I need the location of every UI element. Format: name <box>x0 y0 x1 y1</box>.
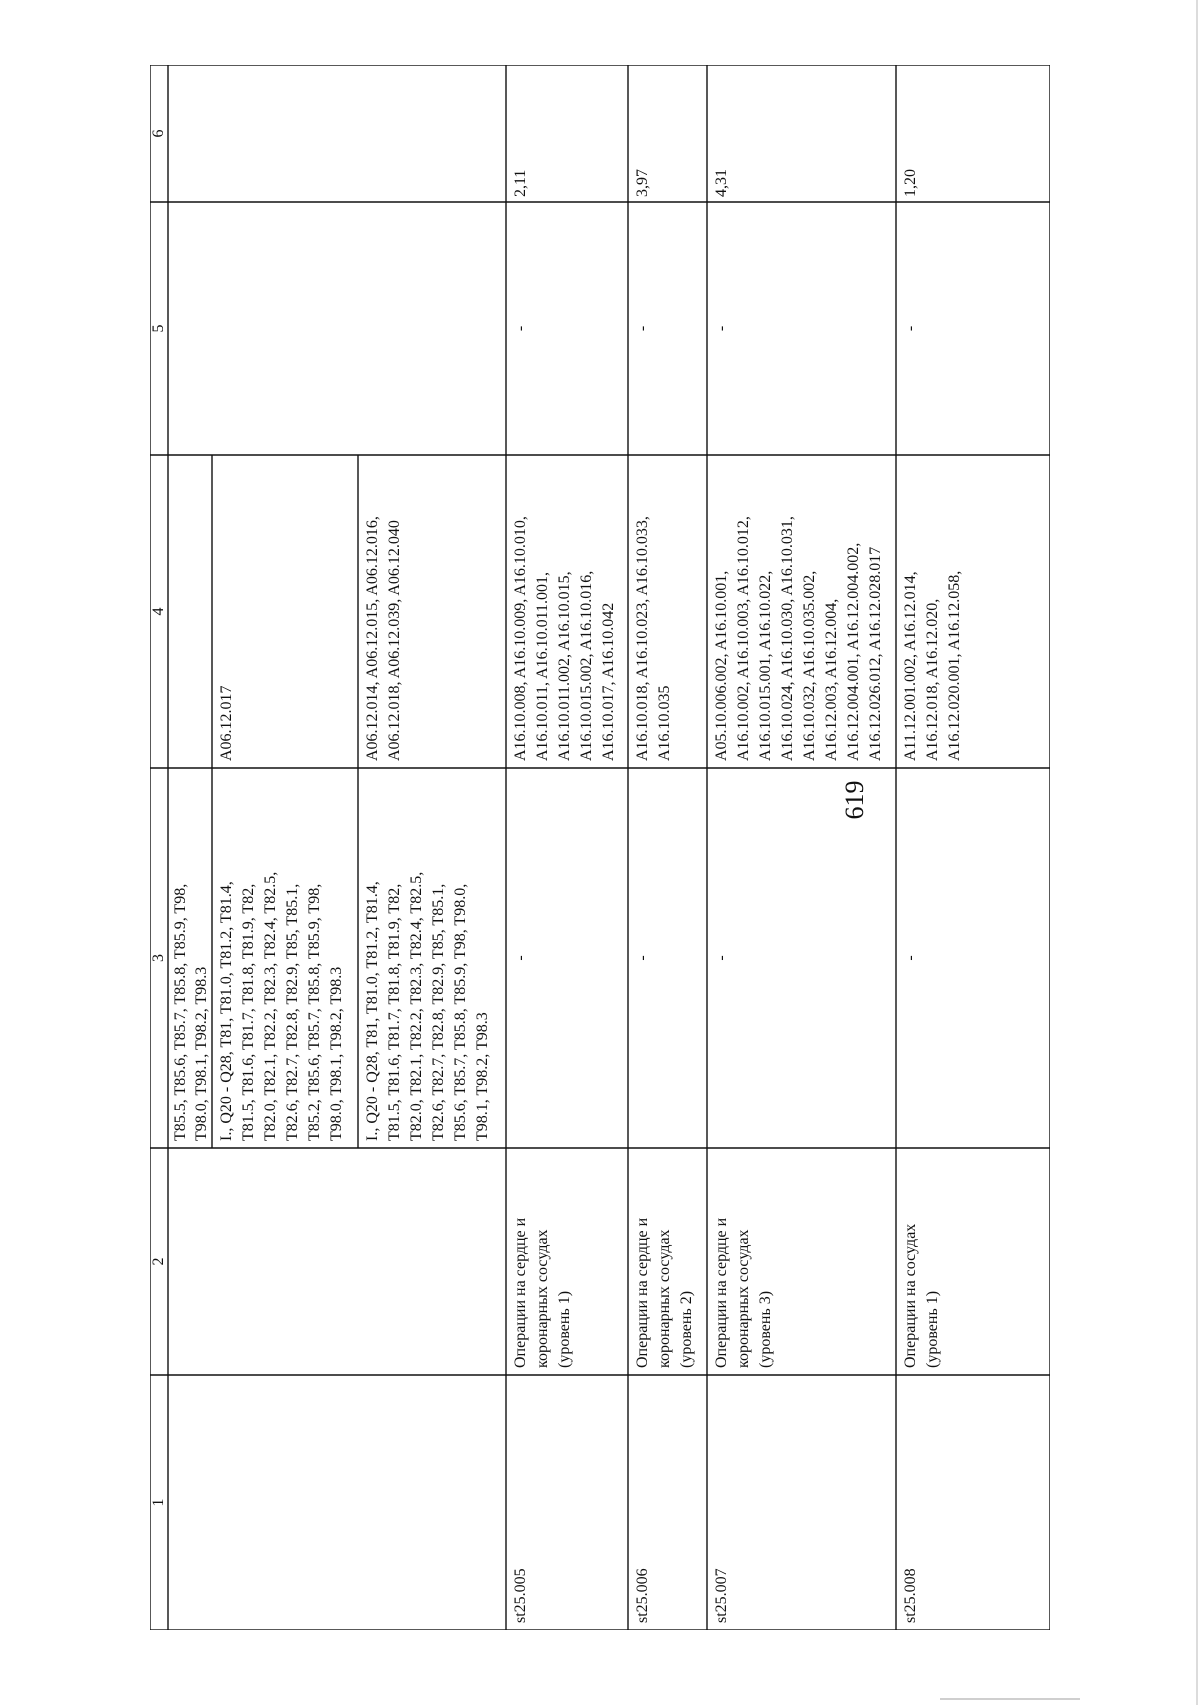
row-code: st25.007 <box>713 1568 730 1623</box>
continuation-sub1-col3: I., Q20 - Q28, T81, T81.0, T81.2, T81.4, T81.5, T81.6, T81.7, T81.8, T81.9, T82, T82.0, T82.1, T82.2, T82.3, T82.4, T82.5, T82.6, T82.7, T82.8, T82.9, T85, T85.1, T85.2, T85.6, T85.7, T85.8, T85.9, T98, T98.0, T98.1, T98.2, T98.3 <box>218 871 345 1141</box>
row-col6: 3,97 <box>634 169 651 197</box>
page-number: 619 <box>840 780 869 820</box>
row-col3: - <box>713 955 730 961</box>
row-col3: - <box>634 955 651 961</box>
scan-edge-mark <box>940 1698 1080 1700</box>
row-code: st25.006 <box>634 1568 651 1623</box>
scan-edge-shadow <box>1196 0 1198 1705</box>
row-col4: A05.10.006.002, A16.10.001, A16.10.002, A16.10.003, A16.10.012, A16.10.015.001, A16.10.022, A16.10.024, A16.10.030, A16.10.031, A16.10.032, A16.10.035.002, A16.12.003, A16.12.004, A16.12.004.001, A16.12.004.002, A16.12.026.012, A16.12.028.017 <box>713 516 884 761</box>
row-col5: - <box>902 325 919 332</box>
header-col-2: 2 <box>150 1257 167 1266</box>
row-name: Операции на сердце и коронарных сосудах (уровень 1) <box>512 1217 573 1368</box>
row-col4: A16.10.008, A16.10.009, A16.10.010, A16.10.011, A16.10.011.001, A16.10.011.002, A16.10.015, A16.10.015.002, A16.10.016, A16.10.017, A16.10.042 <box>512 516 617 761</box>
header-col-3: 3 <box>150 954 167 962</box>
continuation-col3-top: T85.5, T85.6, T85.7, T85.8, T85.9, T98, T98.0, T98.1, T98.2, T98.3 <box>172 883 210 1141</box>
header-col-5: 5 <box>150 324 167 333</box>
row-code: st25.008 <box>902 1568 919 1623</box>
row-col5: - <box>634 325 651 332</box>
row-col5: - <box>713 325 730 332</box>
row-col6: 1,20 <box>902 169 919 197</box>
continuation-sub1-col4: A06.12.017 <box>218 685 235 761</box>
data-table <box>150 65 1050 1630</box>
row-col4: A16.10.018, A16.10.023, A16.10.033, A16.10.035 <box>634 516 673 761</box>
row-col4: A11.12.001.002, A16.12.014, A16.12.018, A16.12.020, A16.12.020.001, A16.12.058, <box>902 570 963 761</box>
continuation-sub2-col4: A06.12.014, A06.12.015, A06.12.016, A06.12.018, A06.12.039, A06.12.040 <box>364 516 403 761</box>
row-code: st25.005 <box>512 1568 529 1623</box>
row-col3: - <box>902 955 919 961</box>
header-col-6: 6 <box>150 129 167 138</box>
row-name: Операции на сердце и коронарных сосудах (уровень 2) <box>634 1217 695 1368</box>
row-name: Операции на сосудах (уровень 1) <box>902 1223 941 1368</box>
row-col5: - <box>512 325 529 332</box>
row-col3: - <box>512 955 529 961</box>
header-col-4: 4 <box>150 607 167 616</box>
row-name: Операции на сердце и коронарных сосудах (уровень 3) <box>713 1217 774 1368</box>
header-col-1: 1 <box>150 1498 167 1507</box>
row-col6: 2,11 <box>512 169 529 197</box>
row-col6: 4,31 <box>713 169 730 197</box>
continuation-sub2-col3: I., Q20 - Q28, T81, T81.0, T81.2, T81.4, T81.5, T81.6, T81.7, T81.8, T81.9, T82, T82.0, T82.1, T82.2, T82.3, T82.4, T82.5, T82.6, T82.7, T82.8, T82.9, T85, T85.1, T85.6, T85.7, T85.8, T85.9, T98, T98.0, T98.1, T98.2, T98.3 <box>364 871 491 1141</box>
